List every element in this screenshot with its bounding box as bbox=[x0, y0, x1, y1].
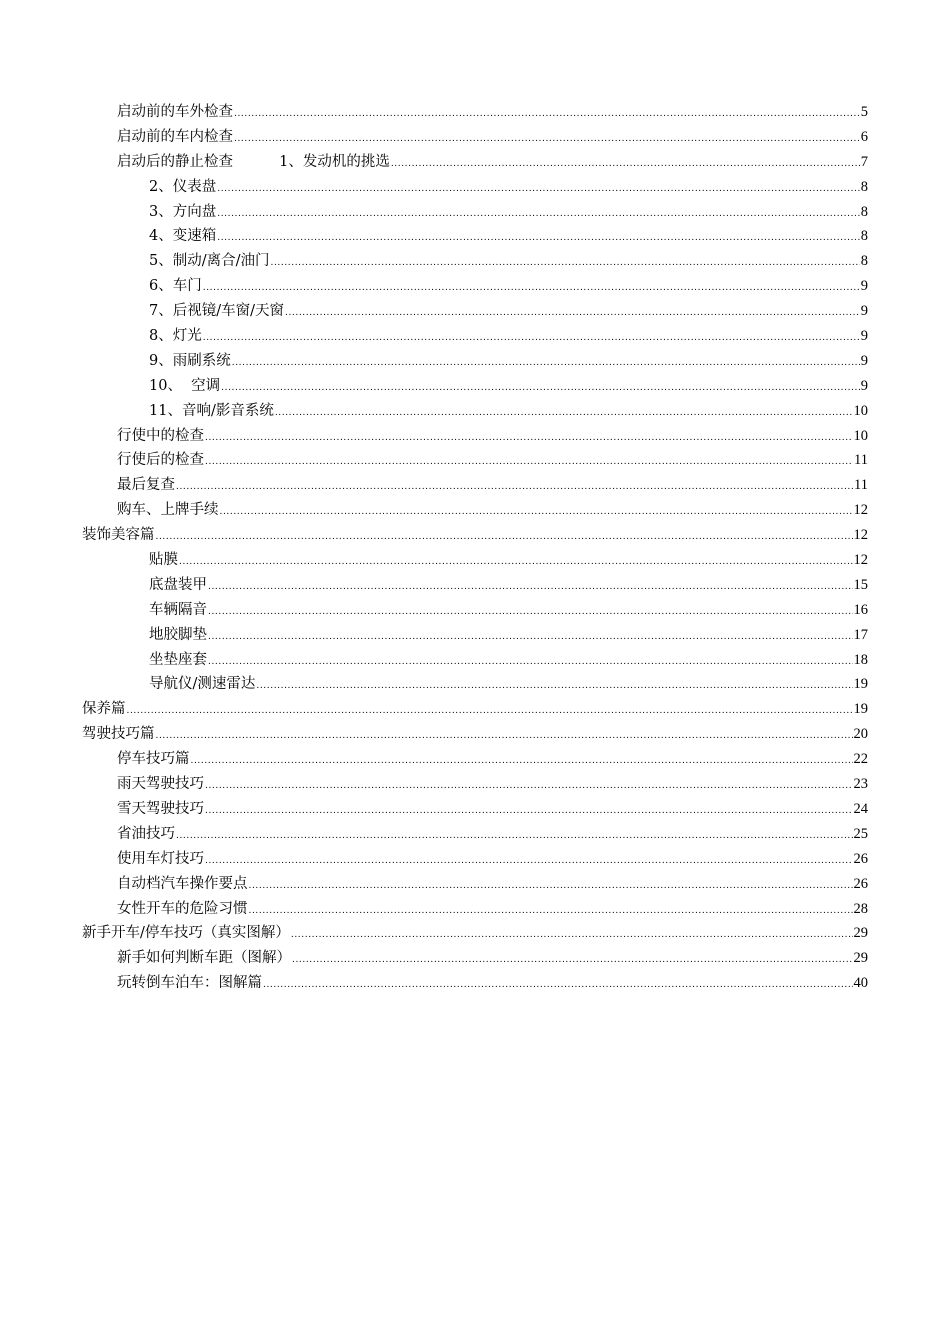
toc-entry-page-number: 12 bbox=[853, 552, 868, 569]
toc-entry-line bbox=[149, 648, 868, 675]
toc-entry-line bbox=[149, 299, 868, 326]
toc-entry-title: 女性开车的危险习惯 bbox=[117, 900, 248, 917]
toc-entry-page-number: 9 bbox=[860, 352, 868, 369]
dot-leader bbox=[256, 674, 852, 699]
toc-entry-page-number: 17 bbox=[853, 626, 868, 643]
toc-entry-page-number: 15 bbox=[853, 576, 868, 593]
dot-leader bbox=[191, 749, 853, 774]
toc-entry-line bbox=[149, 374, 868, 401]
toc-entry[interactable] bbox=[0, 324, 950, 349]
toc-entry[interactable] bbox=[0, 299, 950, 324]
dot-leader bbox=[217, 226, 860, 251]
toc-entry[interactable] bbox=[0, 747, 950, 772]
dot-leader bbox=[127, 699, 853, 724]
dot-leader bbox=[176, 824, 853, 849]
toc-entry-title: 自动档汽车操作要点 bbox=[117, 875, 248, 892]
toc-entry-line bbox=[149, 200, 868, 227]
dot-leader bbox=[203, 276, 860, 301]
toc-entry[interactable] bbox=[0, 448, 950, 473]
toc-entry-line bbox=[149, 249, 868, 276]
toc-entry-title: 玩转倒车泊车：图解篇 bbox=[117, 975, 262, 992]
toc-entry[interactable] bbox=[0, 125, 950, 150]
toc-entry-title: 7、后视镜/车窗/天窗 bbox=[149, 303, 284, 320]
toc-entry[interactable] bbox=[0, 971, 950, 996]
dot-leader bbox=[205, 426, 853, 451]
toc-entry-page-number: 29 bbox=[853, 925, 868, 942]
toc-entry-page-number: 25 bbox=[853, 825, 868, 842]
toc-entry[interactable] bbox=[0, 772, 950, 797]
toc-entry-page-number: 8 bbox=[860, 203, 868, 220]
toc-entry[interactable] bbox=[0, 946, 950, 971]
toc-entry-page-number: 12 bbox=[853, 527, 868, 544]
toc-entry[interactable] bbox=[0, 498, 950, 523]
dot-leader bbox=[176, 475, 853, 500]
toc-entry-line bbox=[149, 623, 868, 650]
toc-entry[interactable] bbox=[0, 797, 950, 822]
toc-entry-line bbox=[117, 847, 868, 874]
toc-entry-page-number: 9 bbox=[860, 328, 868, 345]
toc-entry-line bbox=[117, 946, 868, 973]
toc-entry-title: 购车、上牌手续 bbox=[117, 502, 219, 519]
toc-entry-page-number: 28 bbox=[853, 900, 868, 917]
toc-entry[interactable] bbox=[0, 473, 950, 498]
toc-entry-page-number: 6 bbox=[860, 128, 868, 145]
toc-entry-line bbox=[117, 473, 868, 500]
toc-entry-line bbox=[117, 448, 868, 475]
toc-entry-title: 停车技巧篇 bbox=[117, 751, 190, 768]
toc-entry-title: 驾驶技巧篇 bbox=[82, 726, 155, 743]
toc-entry[interactable] bbox=[0, 274, 950, 299]
toc-entry-title: 车辆隔音 bbox=[149, 601, 207, 618]
dot-leader bbox=[234, 127, 860, 152]
dot-leader bbox=[156, 724, 853, 749]
toc-entry-title: 4、变速箱 bbox=[149, 228, 217, 245]
toc-entry-line bbox=[117, 797, 868, 824]
toc-entry-title: 地胶脚垫 bbox=[149, 626, 207, 643]
dot-leader bbox=[205, 849, 853, 874]
toc-entry-page-number: 9 bbox=[860, 278, 868, 295]
table-of-contents bbox=[0, 100, 950, 996]
toc-entry[interactable] bbox=[0, 424, 950, 449]
toc-entry-page-number: 40 bbox=[853, 975, 868, 992]
toc-entry-line bbox=[149, 349, 868, 376]
toc-entry-line bbox=[149, 573, 868, 600]
toc-entry-line bbox=[117, 872, 868, 899]
toc-entry-page-number: 10 bbox=[853, 427, 868, 444]
toc-entry-page-number: 19 bbox=[853, 676, 868, 693]
dot-leader bbox=[217, 202, 860, 227]
toc-entry[interactable] bbox=[0, 697, 950, 722]
dot-leader bbox=[205, 774, 853, 799]
toc-entry-title: 行使后的检查 bbox=[117, 452, 204, 469]
toc-entry-line bbox=[117, 498, 868, 525]
toc-entry-title: 使用车灯技巧 bbox=[117, 850, 204, 867]
dot-leader bbox=[156, 525, 853, 550]
toc-entry-line bbox=[149, 598, 868, 625]
toc-entry-line bbox=[149, 324, 868, 351]
toc-entry-title: 2、仪表盘 bbox=[149, 178, 217, 195]
toc-entry-title: 5、制动/离合/油门 bbox=[149, 253, 270, 270]
toc-entry-line bbox=[82, 921, 868, 948]
toc-entry-page-number: 23 bbox=[853, 776, 868, 793]
toc-entry-page-number: 11 bbox=[854, 452, 868, 469]
toc-entry-page-number: 26 bbox=[853, 850, 868, 867]
toc-entry-page-number: 10 bbox=[853, 402, 868, 419]
toc-entry-title: 启动前的车外检查 bbox=[117, 104, 233, 120]
toc-entry-title: 新手如何判断车距（图解） bbox=[117, 950, 291, 967]
toc-entry[interactable] bbox=[0, 921, 950, 946]
toc-entry-line bbox=[117, 772, 868, 799]
toc-entry-line bbox=[117, 424, 868, 451]
toc-entry[interactable] bbox=[0, 150, 950, 175]
toc-entry-title: 10、 空调 bbox=[149, 377, 221, 394]
toc-entry-line bbox=[117, 150, 868, 177]
toc-entry-title: 6、车门 bbox=[149, 278, 202, 295]
toc-entry[interactable] bbox=[0, 623, 950, 648]
dot-leader bbox=[208, 575, 853, 600]
toc-entry-page-number: 8 bbox=[860, 253, 868, 270]
dot-leader bbox=[249, 899, 853, 924]
dot-leader bbox=[291, 923, 853, 948]
toc-entry[interactable] bbox=[0, 200, 950, 225]
toc-entry-title: 最后复查 bbox=[117, 477, 175, 494]
toc-entry-page-number: 19 bbox=[853, 701, 868, 718]
toc-entry-title: 3、方向盘 bbox=[149, 203, 217, 220]
toc-entry-page-number: 26 bbox=[853, 875, 868, 892]
toc-entry[interactable] bbox=[0, 722, 950, 747]
toc-entry-line bbox=[82, 697, 868, 724]
toc-entry[interactable] bbox=[0, 548, 950, 573]
dot-leader bbox=[203, 326, 860, 351]
toc-entry-title: 雨天驾驶技巧 bbox=[117, 776, 204, 793]
toc-entry-title: 新手开车/停车技巧（真实图解） bbox=[82, 925, 290, 942]
toc-entry[interactable] bbox=[0, 399, 950, 424]
toc-entry-page-number: 9 bbox=[860, 303, 868, 320]
toc-entry[interactable] bbox=[0, 822, 950, 847]
toc-entry-line bbox=[149, 399, 868, 426]
toc-entry-line bbox=[117, 125, 868, 152]
toc-entry[interactable] bbox=[0, 872, 950, 897]
toc-entry[interactable] bbox=[0, 374, 950, 399]
toc-entry-line bbox=[149, 224, 868, 251]
toc-entry-title: 启动后的静止检查 1、发动机的挑选 bbox=[117, 153, 390, 170]
toc-entry-title: 贴膜 bbox=[149, 552, 178, 569]
toc-entry[interactable] bbox=[0, 847, 950, 872]
toc-entry-line bbox=[149, 672, 868, 699]
dot-leader bbox=[208, 600, 853, 625]
dot-leader bbox=[208, 625, 853, 650]
toc-entry[interactable] bbox=[0, 175, 950, 200]
toc-entry-page-number: 8 bbox=[860, 178, 868, 195]
dot-leader bbox=[271, 251, 860, 276]
toc-entry-page-number: 22 bbox=[853, 751, 868, 768]
toc-entry[interactable] bbox=[0, 648, 950, 673]
toc-entry-page-number: 5 bbox=[860, 104, 868, 120]
dot-leader bbox=[221, 376, 860, 401]
toc-entry-page-number: 8 bbox=[860, 228, 868, 245]
toc-entry-title: 9、雨刷系统 bbox=[149, 352, 231, 369]
toc-entry[interactable] bbox=[0, 224, 950, 249]
toc-entry-title: 11、音响/影音系统 bbox=[149, 402, 274, 419]
toc-entry[interactable] bbox=[0, 573, 950, 598]
toc-entry-line bbox=[117, 100, 868, 127]
toc-entry-line bbox=[117, 897, 868, 924]
dot-leader bbox=[391, 152, 860, 177]
toc-entry[interactable] bbox=[0, 349, 950, 374]
toc-entry-title: 省油技巧 bbox=[117, 825, 175, 842]
toc-entry-line bbox=[117, 747, 868, 774]
dot-leader bbox=[205, 450, 853, 475]
toc-entry-line bbox=[117, 822, 868, 849]
toc-entry[interactable] bbox=[0, 249, 950, 274]
toc-entry-title: 导航仪/测速雷达 bbox=[149, 676, 256, 693]
dot-leader bbox=[205, 799, 853, 824]
toc-entry-page-number: 24 bbox=[853, 800, 868, 817]
toc-entry-page-number: 16 bbox=[853, 601, 868, 618]
toc-entry-title: 雪天驾驶技巧 bbox=[117, 800, 204, 817]
dot-leader bbox=[234, 102, 860, 127]
toc-entry-title: 底盘装甲 bbox=[149, 576, 207, 593]
dot-leader bbox=[232, 351, 860, 376]
toc-entry[interactable] bbox=[0, 672, 950, 697]
toc-entry-line bbox=[149, 175, 868, 202]
toc-entry[interactable] bbox=[0, 598, 950, 623]
toc-entry-title: 8、灯光 bbox=[149, 328, 202, 345]
dot-leader bbox=[220, 500, 853, 525]
toc-entry[interactable] bbox=[0, 897, 950, 922]
toc-entry-page-number: 20 bbox=[853, 726, 868, 743]
dot-leader bbox=[292, 948, 853, 973]
dot-leader bbox=[208, 650, 853, 675]
toc-entry-line bbox=[117, 971, 868, 998]
dot-leader bbox=[275, 401, 853, 426]
toc-entry-title: 保养篇 bbox=[82, 701, 126, 718]
toc-entry-page-number: 9 bbox=[860, 377, 868, 394]
toc-entry-page-number: 18 bbox=[853, 651, 868, 668]
toc-entry-page-number: 29 bbox=[853, 950, 868, 967]
toc-entry-title: 装饰美容篇 bbox=[82, 527, 155, 544]
toc-entry-line bbox=[149, 274, 868, 301]
dot-leader bbox=[217, 177, 860, 202]
toc-entry-line bbox=[149, 548, 868, 575]
toc-entry[interactable] bbox=[0, 523, 950, 548]
toc-entry-title: 坐垫座套 bbox=[149, 651, 207, 668]
toc-entry-page-number: 7 bbox=[860, 153, 868, 170]
dot-leader bbox=[249, 874, 853, 899]
toc-entry-line bbox=[82, 523, 868, 550]
toc-entry-title: 启动前的车内检查 bbox=[117, 128, 233, 145]
toc-entry[interactable] bbox=[0, 100, 950, 125]
dot-leader bbox=[179, 550, 853, 575]
toc-entry-page-number: 12 bbox=[853, 502, 868, 519]
toc-entry-page-number: 11 bbox=[854, 477, 868, 494]
toc-entry-title: 行使中的检查 bbox=[117, 427, 204, 444]
toc-entry-line bbox=[82, 722, 868, 749]
dot-leader bbox=[285, 301, 860, 326]
dot-leader bbox=[263, 973, 853, 998]
